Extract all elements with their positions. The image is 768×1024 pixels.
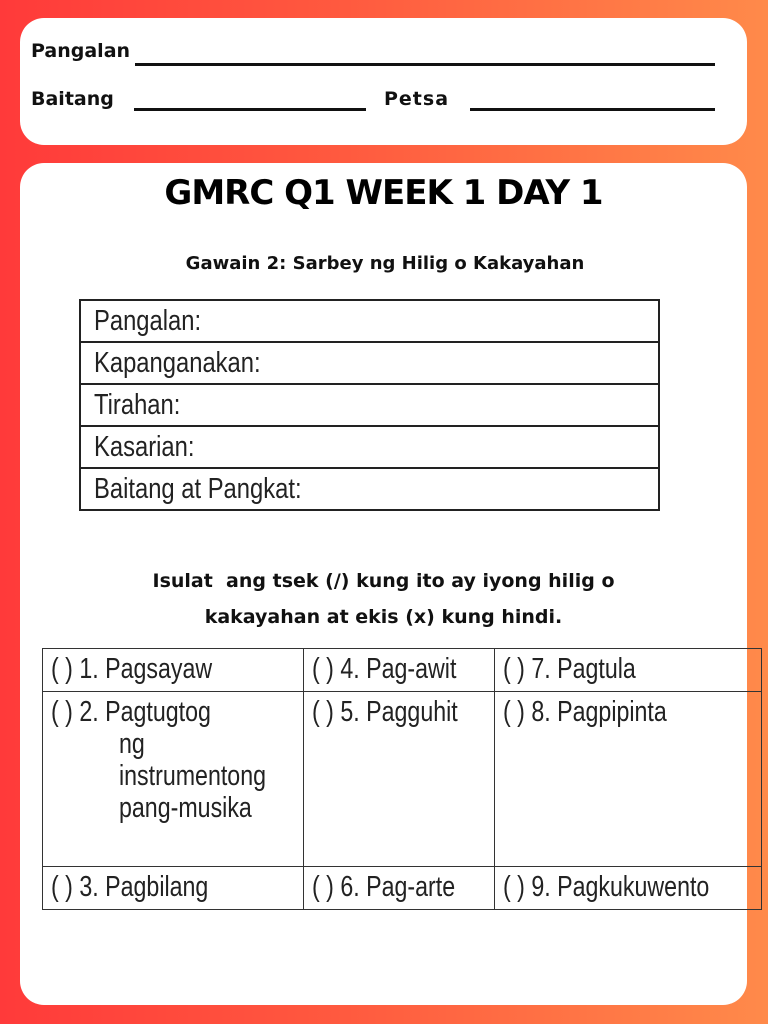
choice-5-cell[interactable] <box>303 692 494 867</box>
info-sex-label: Kasarian: <box>94 430 195 463</box>
choice-4: ( ) 4. Pag-awit <box>311 653 457 685</box>
grade-label: Baitang <box>31 88 114 110</box>
info-sex-cell[interactable] <box>80 426 659 468</box>
choice-3-cell[interactable] <box>43 867 304 910</box>
table-row <box>80 468 659 510</box>
student-info-card <box>20 18 747 145</box>
choice-2-line-3: instrumentong <box>119 760 267 792</box>
grade-input-line[interactable] <box>134 108 366 111</box>
worksheet-card <box>20 163 747 1005</box>
info-grade-section-label: Baitang at Pangkat: <box>94 472 302 505</box>
instruction-text <box>20 563 747 635</box>
choice-9-cell[interactable] <box>494 867 761 910</box>
choice-8-cell[interactable] <box>494 692 761 867</box>
date-label: Petsa <box>384 88 450 110</box>
activity-subtitle: Gawain 2: Sarbey ng Hilig o Kakayahan <box>185 253 585 274</box>
choice-7: ( ) 7. Pagtula <box>502 653 636 685</box>
table-row <box>43 692 762 867</box>
choice-3: ( ) 3. Pagbilang <box>51 871 209 903</box>
table-row <box>80 342 659 384</box>
instruction-line-1: Isulat ang tsek (/) kung ito ay iyong hilig o <box>152 570 615 592</box>
choice-2-line-2: ng <box>119 728 145 760</box>
choice-2-cell[interactable] <box>43 692 304 867</box>
worksheet-title: GMRC Q1 WEEK 1 DAY 1 <box>164 173 603 213</box>
choice-6: ( ) 6. Pag-arte <box>311 871 455 903</box>
table-row <box>43 649 762 692</box>
choice-6-cell[interactable] <box>303 867 494 910</box>
choice-5: ( ) 5. Pagguhit <box>311 696 458 728</box>
info-name-label: Pangalan: <box>94 304 202 337</box>
info-address-label: Tirahan: <box>94 388 181 421</box>
choice-1-cell[interactable] <box>43 649 304 692</box>
name-label: Pangalan <box>31 40 131 62</box>
choice-8: ( ) 8. Pagpipinta <box>502 696 667 728</box>
info-grade-section-cell[interactable] <box>80 468 659 510</box>
table-row <box>80 300 659 342</box>
choice-2: ( ) 2. Pagtugtog <box>51 696 211 728</box>
table-row <box>80 384 659 426</box>
choice-7-cell[interactable] <box>494 649 761 692</box>
info-birth-cell[interactable] <box>80 342 659 384</box>
instruction-line-2: kakayahan at ekis (x) kung hindi. <box>204 606 563 628</box>
choice-9: ( ) 9. Pagkukuwento <box>502 871 710 903</box>
personal-info-table <box>79 299 660 511</box>
info-name-cell[interactable] <box>80 300 659 342</box>
choice-1: ( ) 1. Pagsayaw <box>51 653 213 685</box>
date-input-line[interactable] <box>470 108 715 111</box>
interest-choices-table <box>42 648 762 910</box>
info-birth-label: Kapanganakan: <box>94 346 261 379</box>
table-row <box>80 426 659 468</box>
name-input-line[interactable] <box>135 63 715 66</box>
info-address-cell[interactable] <box>80 384 659 426</box>
choice-2-line-4: pang-musika <box>119 792 252 824</box>
choice-4-cell[interactable] <box>303 649 494 692</box>
table-row <box>43 867 762 910</box>
